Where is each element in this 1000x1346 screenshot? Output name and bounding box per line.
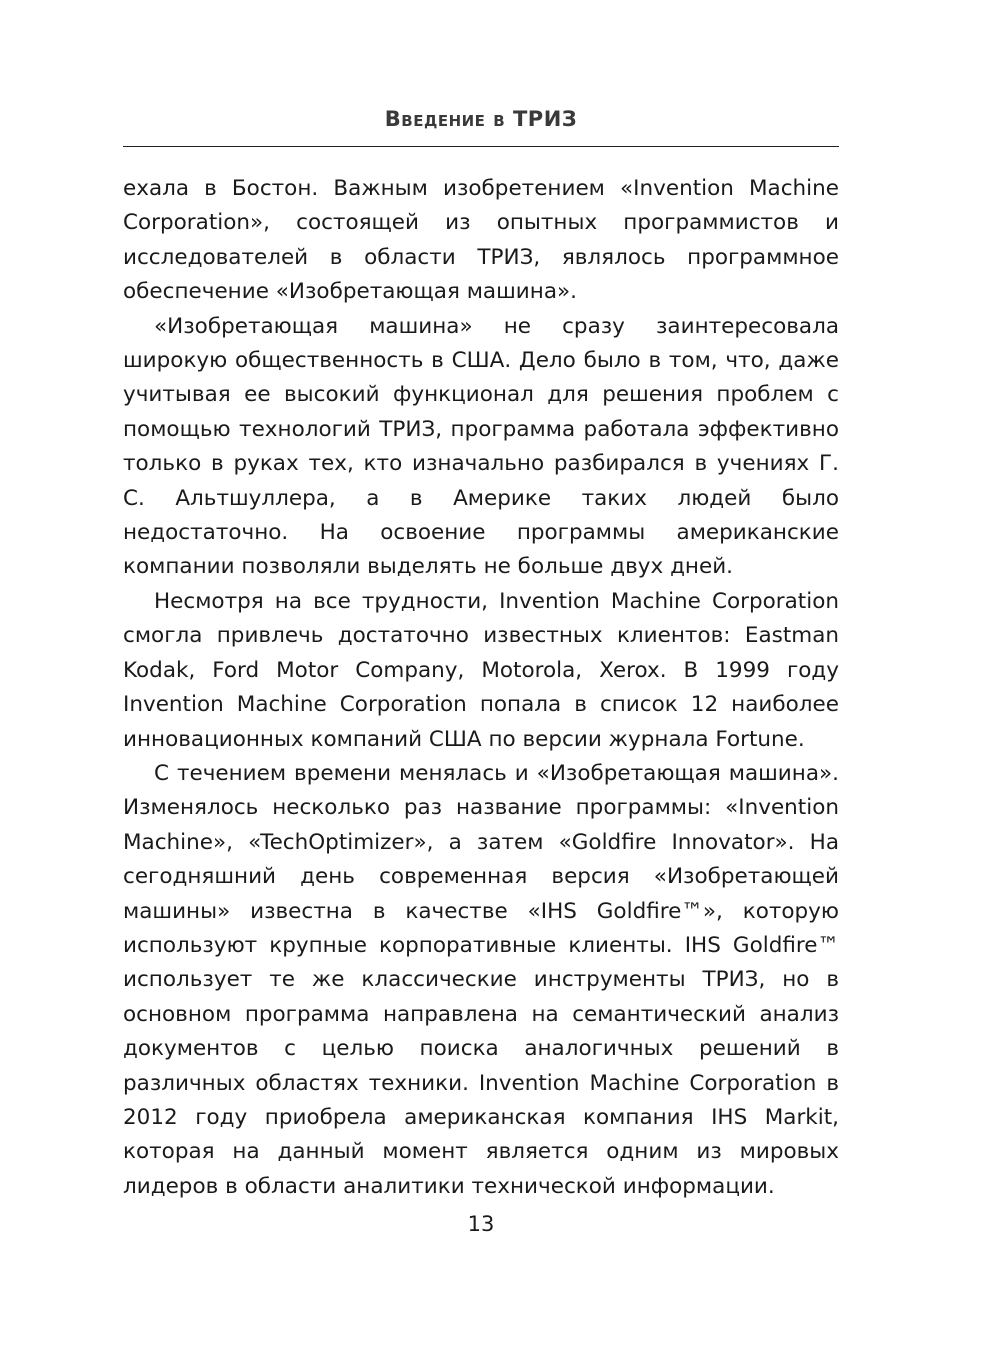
paragraph-4: С течением времени менялась и «Изобретающая машина». Изменялось несколько раз название программы: «Invention Machine», «TechOptimizer», а затем «Goldfire Innovator». На сегодняшний день современная версия «Изобретающей машины» известна в качестве «IHS Goldfire™», которую используют крупные корпоративные клиенты. IHS Goldfire™ использует те же классические инструменты ТРИЗ, но в основном программа направлена на семантический анализ документов с целью поиска аналогичных решений в различных областях техники. Invention Machine Corporation в 2012 году приобрела американская компания IHS Markit, которая на данный момент является одним из мировых лидеров в области аналитики технической информации.	[123, 760, 839, 1199]
paragraph-1: ехала в Бостон. Важным изобретением «Invention Machine Corporation», состоящей из опытных программистов и исследователей в области ТРИЗ, являлось программное обеспечение «Изобретающая машина».	[123, 176, 839, 305]
main-text	[123, 172, 839, 1204]
paragraph-3: Несмотря на все трудности, Invention Machine Corporation смогла привлечь достаточно известных клиентов: Eastman Kodak, Ford Motor Company, Motorola, Xerox. В 1999 году Invention Machine Corporation попала в список 12 наиболее инновационных компаний США по версии журнала Fortune.	[123, 588, 839, 752]
running-header: Введение в ТРИЗ	[384, 107, 578, 131]
paragraph-2: «Изобретающая машина» не сразу заинтересовала широкую общественность в США. Дело было в том, что, даже учитывая ее высокий функционал для решения проблем с помощью технологий ТРИЗ, программа работала эффективно только в руках тех, кто изначально разбирался в учениях Г. С. Альтшуллера, а в Америке таких людей было недостаточно. На освоение программы американские компании позволяли выделять не больше двух дней.	[123, 313, 839, 580]
page-number: 13	[467, 1212, 495, 1236]
header-divider	[123, 146, 839, 147]
